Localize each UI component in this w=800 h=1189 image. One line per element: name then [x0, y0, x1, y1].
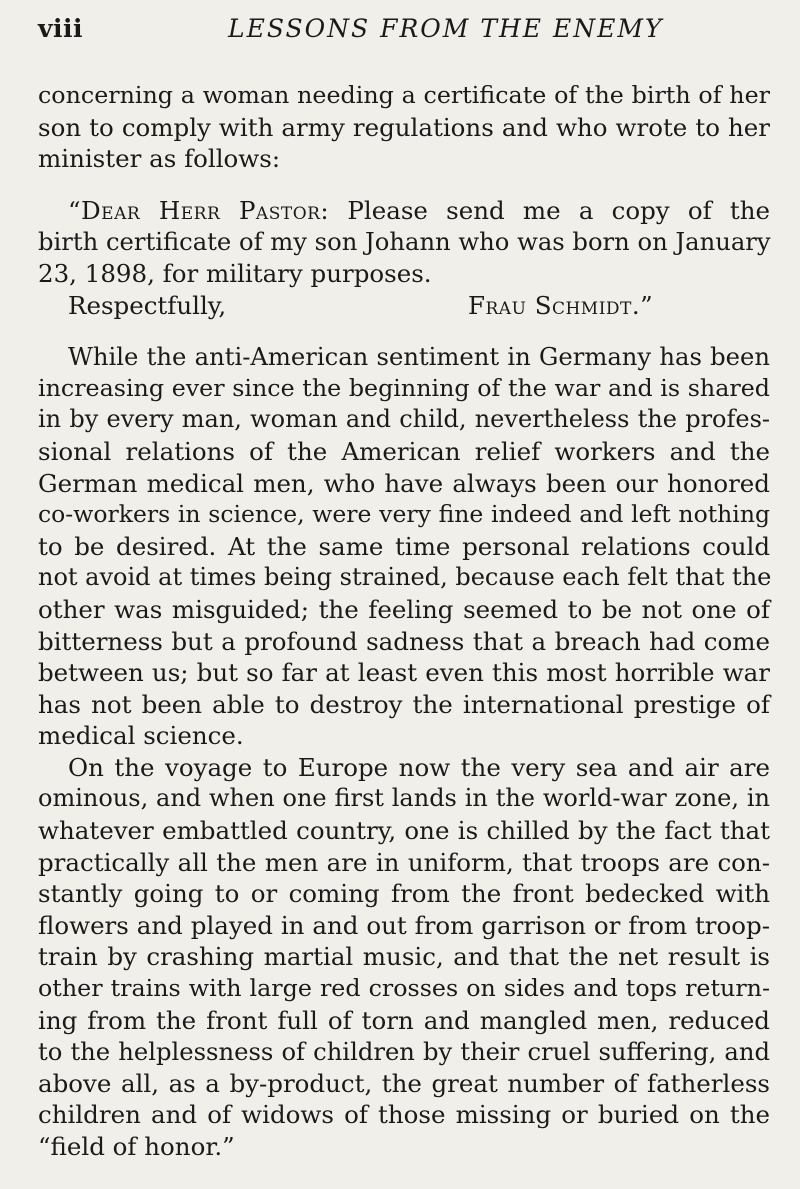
text-line: stantly going to or coming from the front bedecked with: [38, 879, 770, 909]
letter-line: 23, 1898, for military purposes.: [38, 258, 432, 288]
text-line: increasing ever since the beginning of the war and is shared: [38, 373, 770, 402]
text-line: medical science.: [38, 721, 244, 751]
text-line: While the anti-American sentiment in Germany has been: [68, 342, 770, 372]
text-line: ominous, and when one first lands in the world-war zone, in: [38, 784, 770, 813]
text-line: son to comply with army regulations and who wrote to her: [38, 112, 770, 142]
page-header: [38, 14, 778, 50]
text-line: to be desired. At the same time personal relations could: [38, 531, 770, 561]
letter-sign-line: [38, 290, 770, 322]
text-line: other trains with large red crosses on sides and tops return-: [38, 974, 770, 1003]
paragraph-intro: [38, 80, 770, 175]
text-line: other was misguided; the feeling seemed to be not one of: [38, 594, 770, 624]
text-line: ing from the front full of torn and mangled men, reduced: [38, 1005, 770, 1035]
text-line: bitterness but a profound sadness that a breach had come: [38, 626, 770, 656]
text-line: whatever embattled country, one is chilled by the fact that: [38, 816, 770, 846]
text-line: above all, as a by-product, the great number of fatherless: [38, 1068, 770, 1098]
text-line: between us; but so far at least even this most horrible war: [38, 658, 770, 688]
letter-signature: Frau Schmidt.”: [468, 290, 654, 320]
text-line: “field of honor.”: [38, 1132, 235, 1161]
text-line: On the voyage to Europe now the very sea and air are: [68, 752, 770, 782]
text-line: train by crashing martial music, and that the net result is: [38, 942, 770, 972]
letter-line-rest: Please send me a copy of the: [347, 195, 770, 225]
text-line: has not been able to destroy the international prestige of: [38, 689, 770, 719]
letter-line: [38, 195, 770, 227]
text-line: not avoid at times being strained, because each felt that the: [38, 563, 772, 592]
text-line: practically all the men are in uniform, that troops are con-: [38, 847, 770, 877]
text-line: sional relations of the American relief workers and the: [38, 436, 770, 466]
text-line: co-workers in science, were very fine indeed and left nothing: [38, 500, 770, 529]
text-line: flowers and played in and out from garrison or from troop-: [38, 910, 770, 940]
text-line: minister as follows:: [38, 144, 281, 174]
body-text: [38, 80, 770, 1163]
page-number: viii: [38, 14, 84, 43]
letter-quote: [38, 195, 770, 321]
text-line: concerning a woman needing a certificate of the birth of her: [38, 81, 770, 109]
letter-closing: Respectfully,: [68, 290, 227, 320]
text-line: to the helplessness of children by their cruel suffering, and: [38, 1037, 770, 1067]
paragraph-voyage: [38, 752, 770, 1163]
text-line: German medical men, who have always been our honored: [38, 468, 770, 498]
text-line: in by every man, woman and child, nevertheless the profes-: [38, 405, 770, 434]
letter-salutation: “Dear Herr Pastor:: [68, 195, 330, 225]
running-head: LESSONS FROM THE ENEMY: [228, 14, 664, 43]
text-line: children and of widows of those missing or buried on the: [38, 1100, 770, 1130]
paragraph-sentiment: [38, 341, 770, 752]
letter-line: birth certificate of my son Johann who was born on January: [38, 227, 771, 257]
